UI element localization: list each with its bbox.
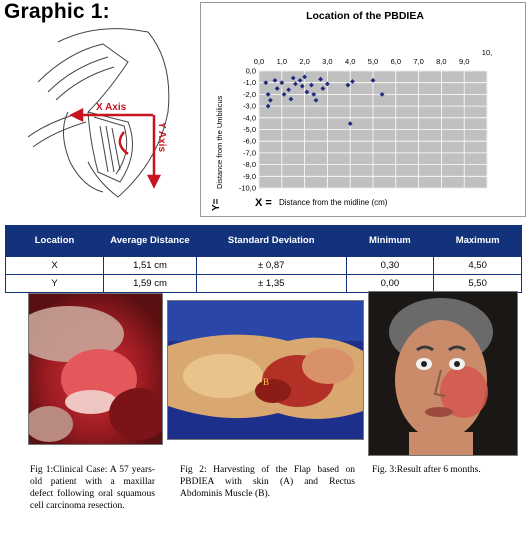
scatter-chart [200, 2, 526, 217]
table-cell: X [6, 257, 104, 275]
y-tick-label: -4,0 [243, 113, 256, 123]
y-tick-labels [239, 67, 256, 193]
x-tick-label: 1,0 [276, 57, 288, 66]
y-tick-label: -9,0 [243, 171, 256, 181]
graphic-title: Graphic 1: [4, 0, 110, 23]
x-tick-labels [254, 48, 492, 66]
table-cell: 1,59 cm [104, 275, 197, 293]
stats-table [5, 225, 522, 293]
y-axis-label: Y Axis [156, 122, 167, 153]
table-cell: ± 0,87 [196, 257, 346, 275]
x-tick-label: 8,0 [436, 57, 447, 66]
y-tick-label: -10,0 [238, 183, 256, 193]
photo-result-6-months [368, 291, 518, 456]
caption-fig1: Fig 1:Clinical Case: A 57 years-old patient with a maxillar defect following oral squamous cell carcinoma resection. [30, 465, 155, 511]
table-row [6, 275, 522, 293]
table-cell: Y [6, 275, 104, 293]
table-cell: 1,51 cm [104, 257, 197, 275]
table-cell: 0,30 [346, 257, 434, 275]
chart-title: Location of the PBDIEA [306, 10, 424, 22]
y-axis-title: Distance from the Umbilicus [215, 95, 224, 189]
anatomy-illustration [28, 22, 178, 200]
x-tick-label: 4,0 [344, 57, 356, 66]
x-tick-label: 5,0 [367, 57, 379, 66]
y-tick-label: -7,0 [243, 148, 256, 158]
table-row [6, 257, 522, 275]
x-tick-label: 0,0 [253, 57, 265, 66]
y-tick-label: 0,0 [245, 66, 256, 76]
table-cell: 0,00 [346, 275, 434, 293]
x-tick-label: 2,0 [299, 57, 310, 66]
x-tick-label: 7,0 [413, 57, 424, 66]
header-maximum: Maximum [434, 226, 522, 257]
chart-svg [201, 3, 525, 216]
x-axis-title: Distance from the midline (cm) [279, 198, 388, 207]
x-tick-label: 6,0 [390, 57, 402, 66]
header-location: Location [6, 226, 104, 257]
y-tick-label: -3,0 [243, 101, 256, 111]
y-tick-label: -5,0 [243, 125, 256, 134]
x-label-prefix: X = [255, 197, 272, 209]
x-axis-label: X Axis [96, 102, 127, 113]
table-cell: 5,50 [434, 275, 522, 293]
table-header-row [6, 226, 522, 257]
header-std-dev: Standard Deviation [196, 226, 346, 257]
y-tick-label: -1,0 [243, 78, 256, 88]
table-cell: ± 1,35 [196, 275, 346, 293]
header-minimum: Minimum [346, 226, 434, 257]
caption-fig3: Fig. 3:Result after 6 months. [372, 465, 481, 475]
table-cell: 4,50 [434, 257, 522, 275]
y-tick-label: -2,0 [243, 89, 256, 99]
y-tick-label: -6,0 [243, 136, 256, 146]
x-tick-label: 10, [481, 48, 493, 57]
y-tick-label: -8,0 [243, 160, 256, 170]
photo-flap-harvest [167, 300, 364, 440]
caption-fig2: Fig 2: Harvesting of the Flap based on PBDIEA with skin (A) and Rectus Abdominis Muscle (B). [180, 465, 355, 499]
x-tick-label: 9,0 [458, 57, 470, 66]
x-tick-label: 3,0 [322, 57, 333, 66]
y-label-prefix: Y= [211, 198, 222, 211]
photo-clinical-case [28, 293, 163, 445]
photo-label-b: B [263, 377, 270, 387]
header-average: Average Distance [104, 226, 197, 257]
